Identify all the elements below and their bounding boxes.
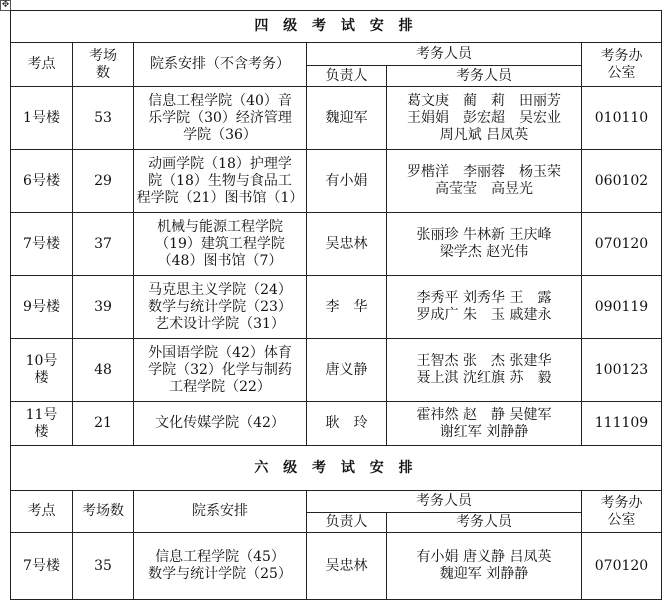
lead-cell: 魏迎军 — [307, 87, 387, 150]
site-cell: 1号楼 — [11, 87, 73, 150]
rooms-cell: 39 — [73, 276, 134, 339]
staff-cell: 王智杰 张 杰 张建华 聂上淇 沈红旗 苏 毅 — [387, 339, 582, 402]
cet4-section-title: 四 级 考 试 安 排 — [11, 11, 662, 43]
dept-cell: 动画学院（18）护理学 院（18）生物与食品工 程学院（21）图书馆（1） — [134, 150, 307, 213]
table-row — [11, 276, 662, 339]
dept-cell: 机械与能源工程学院 （19）建筑工程学院 （48）图书馆（7） — [134, 213, 307, 276]
dept-cell: 文化传媒学院（42） — [134, 402, 307, 446]
lead-cell: 李 华 — [307, 276, 387, 339]
staff-cell: 葛文庚 蔺 莉 田丽芳 王娟娟 彭宏超 吴宏业 周凡斌 吕凤英 — [387, 87, 582, 150]
cet6-section-title: 六 级 考 试 安 排 — [11, 446, 662, 491]
dept-cell: 信息工程学院（40）音 乐学院（30）经济管理 学院（36） — [134, 87, 307, 150]
site-cell: 7号楼 — [11, 213, 73, 276]
staff-cell: 霍祎然 赵 静 吴健军 谢红军 刘静静 — [387, 402, 582, 446]
table-row — [11, 150, 662, 213]
staff-cell: 有小娟 唐义静 吕凤英 魏迎军 刘静静 — [387, 533, 582, 600]
rooms-cell: 29 — [73, 150, 134, 213]
office-cell: 090119 — [582, 276, 662, 339]
cet6-header-office: 考务办 公室 — [582, 491, 662, 533]
lead-cell: 吴忠林 — [307, 213, 387, 276]
cet4-header-office: 考务办 公室 — [582, 43, 662, 87]
staff-cell: 李秀平 刘秀华 王 露 罗成广 朱 玉 戚建永 — [387, 276, 582, 339]
cet6-header-site: 考点 — [11, 491, 73, 533]
office-cell: 070120 — [582, 533, 662, 600]
table-row — [11, 213, 662, 276]
rooms-cell: 37 — [73, 213, 134, 276]
office-cell: 010110 — [582, 87, 662, 150]
dept-cell: 外国语学院（42）体育 学院（32）化学与制药 工程学院（22） — [134, 339, 307, 402]
table-row — [11, 87, 662, 150]
lead-cell: 有小娟 — [307, 150, 387, 213]
exam-schedule-table — [10, 10, 662, 600]
dept-cell: 马克思主义学院（24） 数学与统计学院（23） 艺术设计学院（31） — [134, 276, 307, 339]
office-cell: 060102 — [582, 150, 662, 213]
rooms-cell: 53 — [73, 87, 134, 150]
lead-cell: 吴忠林 — [307, 533, 387, 600]
cet4-header-rooms: 考场 数 — [73, 43, 134, 87]
rooms-cell: 21 — [73, 402, 134, 446]
table-row — [11, 339, 662, 402]
move-anchor-icon[interactable]: ✥ — [1, 0, 10, 10]
table-row — [11, 533, 662, 600]
site-cell: 9号楼 — [11, 276, 73, 339]
lead-cell: 耿 玲 — [307, 402, 387, 446]
lead-cell: 唐义静 — [307, 339, 387, 402]
rooms-cell: 48 — [73, 339, 134, 402]
cet6-header-staff: 考务人员 — [387, 513, 582, 533]
site-cell: 7号楼 — [11, 533, 73, 600]
dept-cell: 信息工程学院（45） 数学与统计学院（25） — [134, 533, 307, 600]
staff-cell: 罗楷洋 李丽蓉 杨玉荣 高莹莹 高昱光 — [387, 150, 582, 213]
cet4-header-staff-group: 考务人员 — [307, 43, 582, 66]
cet6-header-rooms: 考场数 — [73, 491, 134, 533]
site-cell: 11号 楼 — [11, 402, 73, 446]
cet6-header-dept: 院系安排 — [134, 491, 307, 533]
cet4-header-site: 考点 — [11, 43, 73, 87]
office-cell: 070120 — [582, 213, 662, 276]
site-cell: 10号 楼 — [11, 339, 73, 402]
cet4-header-lead: 负责人 — [307, 66, 387, 87]
cet6-header-staff-group: 考务人员 — [307, 491, 582, 513]
office-cell: 100123 — [582, 339, 662, 402]
cet6-header-lead: 负责人 — [307, 513, 387, 533]
rooms-cell: 35 — [73, 533, 134, 600]
cet4-header-dept: 院系安排（不含考务） — [134, 43, 307, 87]
cet4-header-staff: 考务人员 — [387, 66, 582, 87]
site-cell: 6号楼 — [11, 150, 73, 213]
table-row — [11, 402, 662, 446]
staff-cell: 张丽珍 牛林新 王庆峰 梁学杰 赵光伟 — [387, 213, 582, 276]
office-cell: 111109 — [582, 402, 662, 446]
